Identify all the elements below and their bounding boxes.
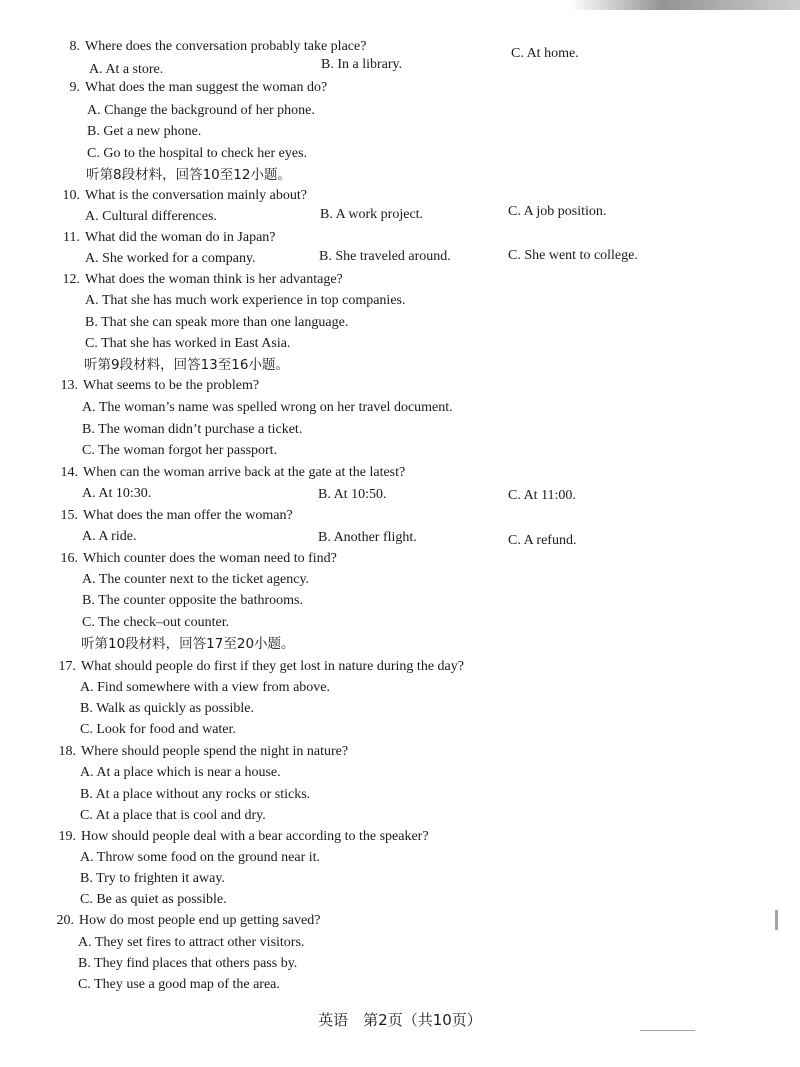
- option-19c: C. Be as quiet as possible.: [80, 892, 227, 907]
- option-13c: C. The woman forgot her passport.: [82, 443, 278, 458]
- section-9-instruction: 听第9段材料，回答13至16小题。: [84, 357, 289, 373]
- question-17: 17. What should people do first if they get lost in nature during the day?: [58, 659, 464, 674]
- question-14: 14. When can the woman arrive back at the gate at the latest?: [60, 465, 406, 480]
- option-12b: B. That she can speak more than one language.: [85, 315, 349, 330]
- option-19b: B. Try to frighten it away.: [80, 871, 225, 886]
- option-8a: A. At a store.: [89, 62, 164, 77]
- option-11c: C. She went to college.: [508, 248, 638, 263]
- option-9b: B. Get a new phone.: [87, 124, 202, 139]
- option-12c: C. That she has worked in East Asia.: [85, 336, 291, 351]
- question-12: 12. What does the woman think is her advantage?: [62, 272, 343, 287]
- option-10b: B. A work project.: [320, 207, 424, 222]
- option-8b: B. In a library.: [321, 57, 403, 72]
- option-18c: C. At a place that is cool and dry.: [80, 808, 266, 823]
- option-16a: A. The counter next to the ticket agency.: [82, 572, 310, 587]
- question-8: 8. Where does the conversation probably take place?: [69, 39, 367, 54]
- option-15a: A. A ride.: [82, 529, 137, 544]
- question-19: 19. How should people deal with a bear according to the speaker?: [58, 829, 429, 844]
- question-18: 18. Where should people spend the night in nature?: [58, 744, 349, 759]
- option-12a: A. That she has much work experience in top companies.: [85, 293, 406, 308]
- option-20a: A. They set fires to attract other visitors.: [78, 935, 305, 950]
- option-20c: C. They use a good map of the area.: [78, 977, 280, 992]
- option-20b: B. They find places that others pass by.: [78, 956, 298, 971]
- option-11a: A. She worked for a company.: [85, 251, 256, 266]
- page-footer: 英语 第2页（共10页）: [318, 1011, 482, 1029]
- option-14b: B. At 10:50.: [318, 487, 387, 502]
- question-9: 9. What does the man suggest the woman do?: [69, 80, 328, 95]
- question-11: 11. What did the woman do in Japan?: [63, 230, 276, 245]
- option-10c: C. A job position.: [508, 204, 607, 219]
- option-17b: B. Walk as quickly as possible.: [80, 701, 254, 716]
- scan-tick-mark: [775, 910, 778, 930]
- question-10: 10. What is the conversation mainly about?: [62, 188, 307, 203]
- option-11b: B. She traveled around.: [319, 249, 451, 264]
- section-8-instruction: 听第8段材料，回答10至12小题。: [86, 167, 291, 183]
- option-17c: C. Look for food and water.: [80, 722, 236, 737]
- option-13a: A. The woman’s name was spelled wrong on her travel document.: [82, 400, 453, 415]
- section-10-instruction: 听第10段材料，回答17至20小题。: [81, 636, 295, 652]
- option-9a: A. Change the background of her phone.: [87, 103, 315, 118]
- option-15c: C. A refund.: [508, 533, 577, 548]
- option-14c: C. At 11:00.: [508, 488, 576, 503]
- option-15b: B. Another flight.: [318, 530, 417, 545]
- option-9c: C. Go to the hospital to check her eyes.: [87, 146, 308, 161]
- option-17a: A. Find somewhere with a view from above.: [80, 680, 330, 695]
- question-13: 13. What seems to be the problem?: [60, 378, 260, 393]
- option-18a: A. At a place which is near a house.: [80, 765, 281, 780]
- question-20: 20. How do most people end up getting saved?: [56, 913, 321, 928]
- scan-edge-mark: [570, 0, 800, 10]
- option-16c: C. The check–out counter.: [82, 615, 230, 630]
- option-18b: B. At a place without any rocks or sticks.: [80, 787, 311, 802]
- question-15: 15. What does the man offer the woman?: [60, 508, 293, 523]
- option-13b: B. The woman didn’t purchase a ticket.: [82, 422, 303, 437]
- option-8c: C. At home.: [511, 46, 579, 61]
- scan-rule: [640, 1030, 695, 1031]
- option-14a: A. At 10:30.: [82, 486, 152, 501]
- option-10a: A. Cultural differences.: [85, 209, 217, 224]
- question-16: 16. Which counter does the woman need to find?: [60, 551, 337, 566]
- option-16b: B. The counter opposite the bathrooms.: [82, 593, 303, 608]
- option-19a: A. Throw some food on the ground near it.: [80, 850, 321, 865]
